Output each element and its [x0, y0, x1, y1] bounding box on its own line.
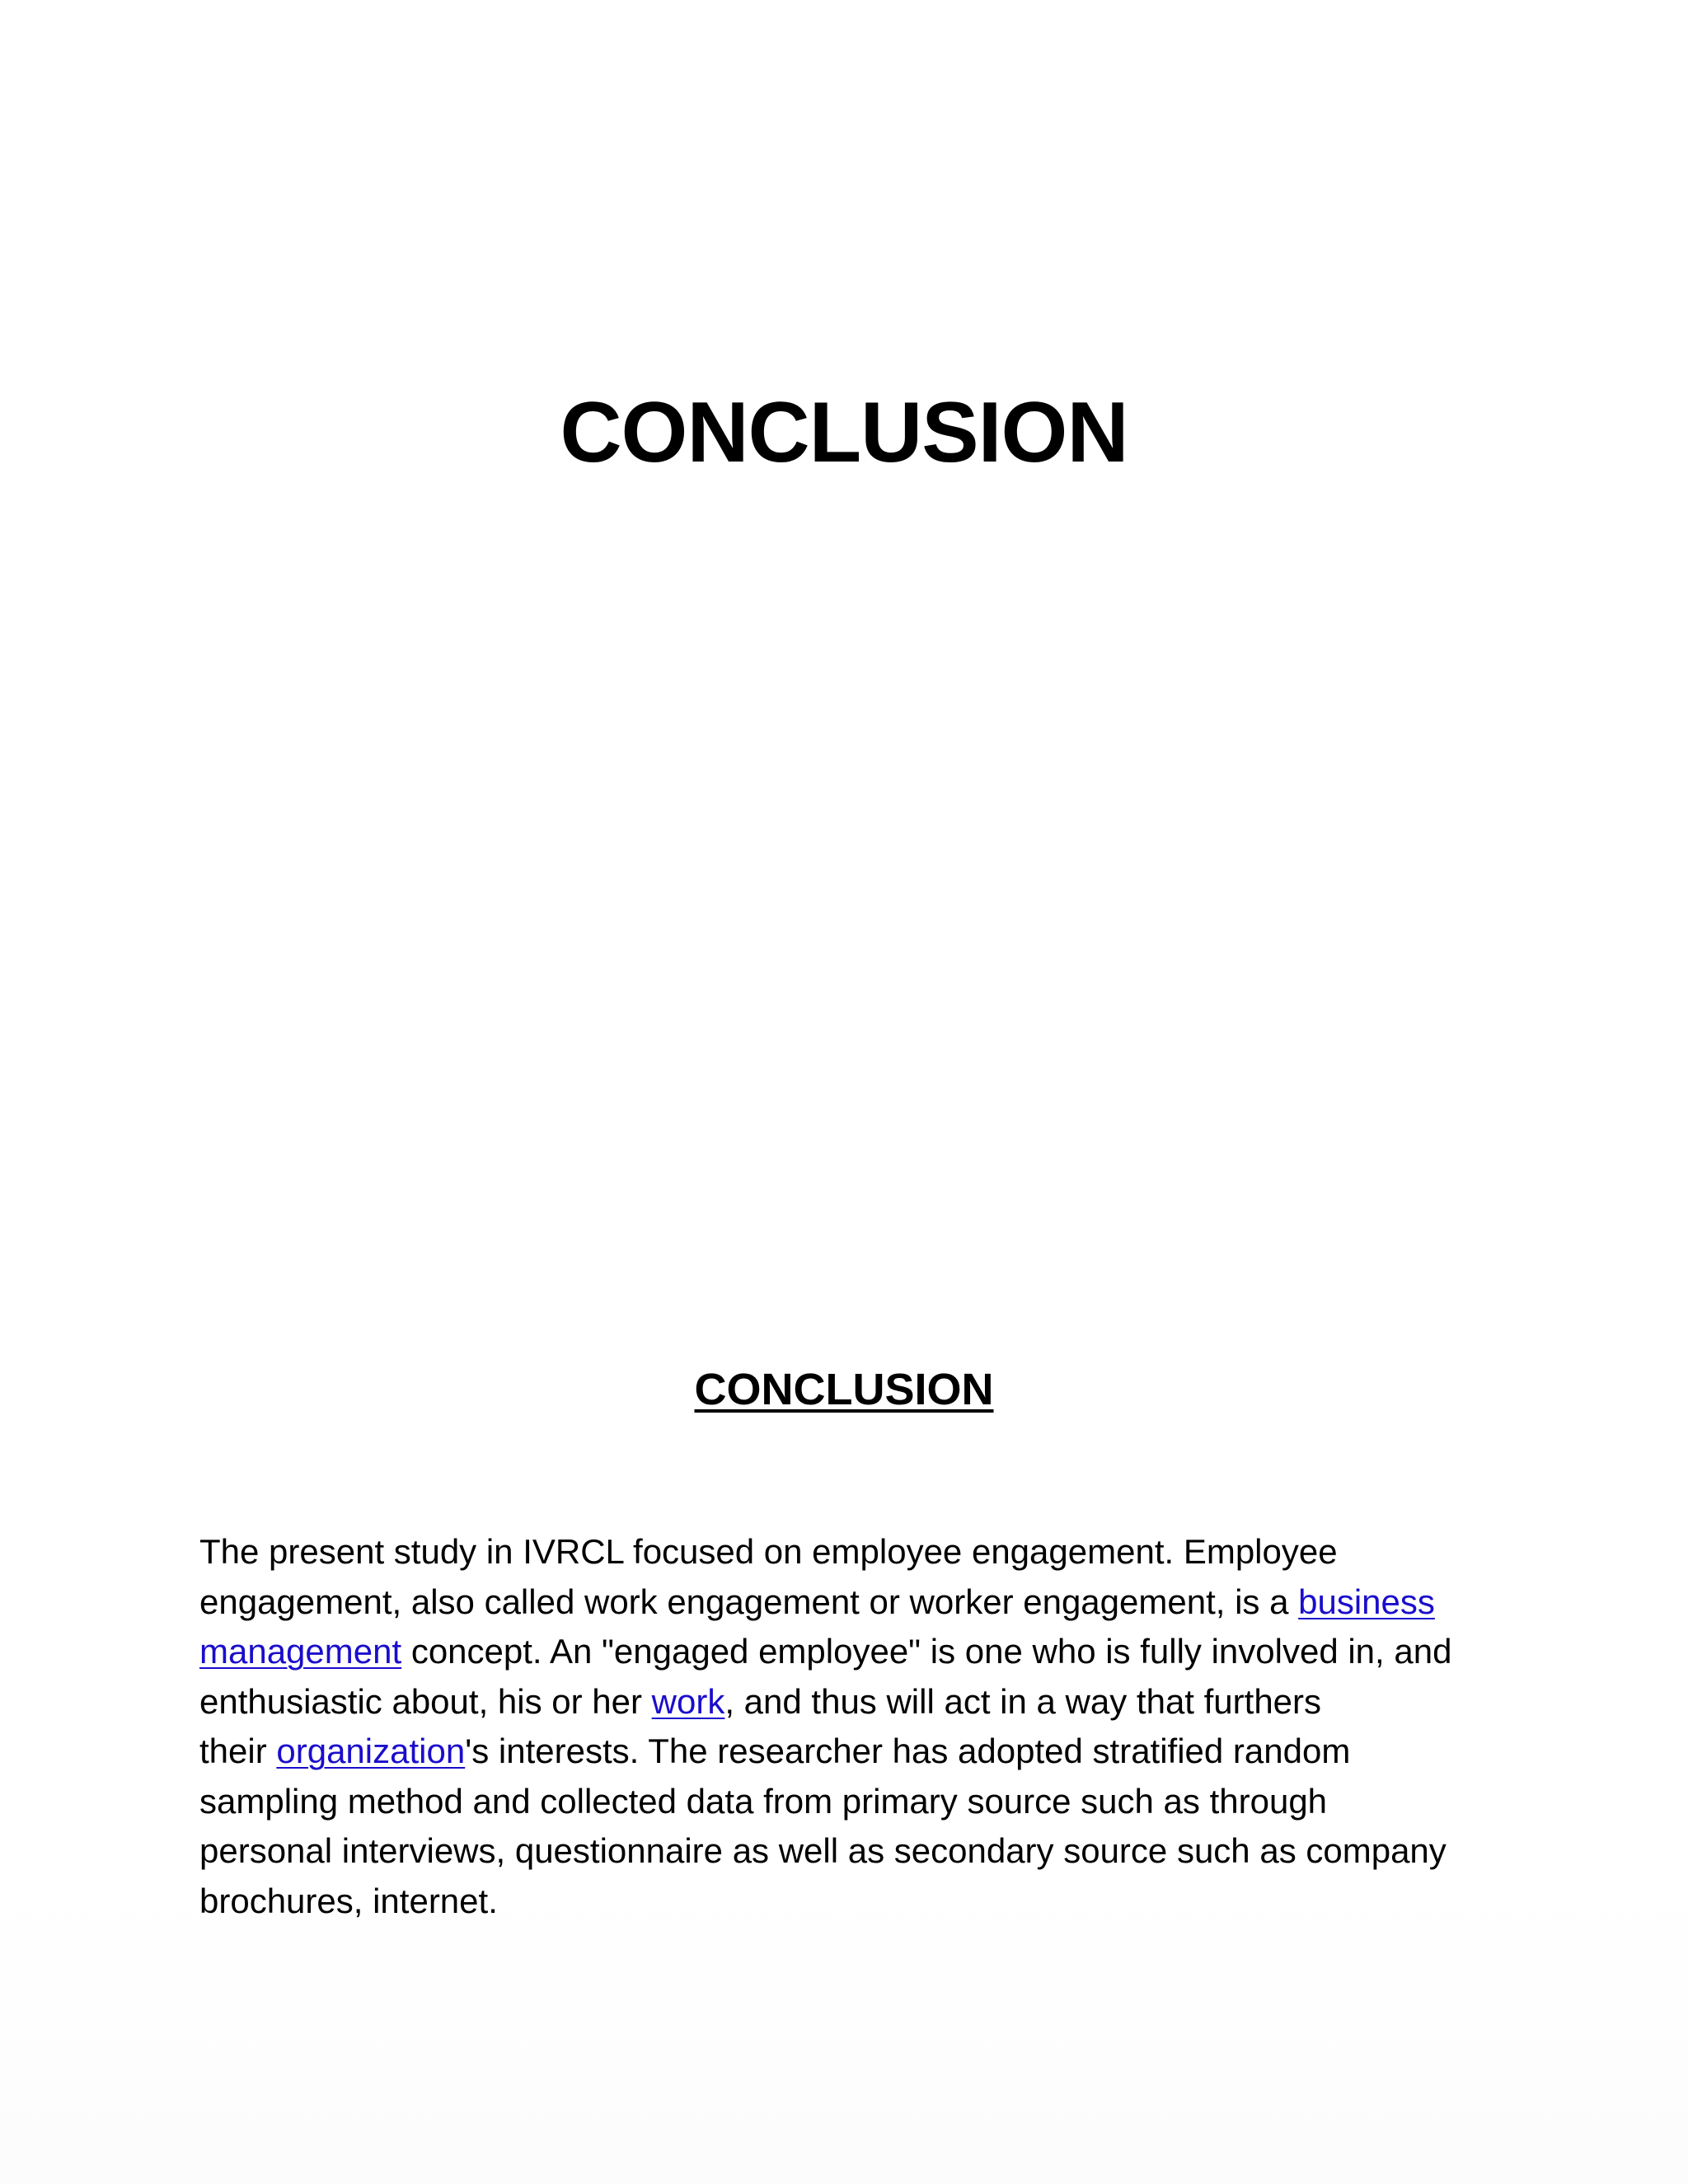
section-heading	[0, 1357, 1688, 1422]
conclusion-paragraph	[199, 1527, 1502, 1926]
paragraph-text: their	[199, 1732, 277, 1770]
paragraph-text: enthusiastic about, his or her	[199, 1681, 652, 1721]
paragraph-text: The present study in IVRCL focused on employee engagement. Employee	[199, 1532, 1338, 1571]
paragraph-line	[199, 1826, 1502, 1877]
business-link-part[interactable]: business	[1298, 1582, 1435, 1621]
paragraph-line	[199, 1527, 1502, 1577]
work-link[interactable]: work	[651, 1681, 725, 1721]
organization-link[interactable]: organization	[276, 1732, 466, 1770]
paragraph-line	[199, 1677, 1502, 1727]
paragraph-text: sampling method and collected data from primary source such as through	[199, 1781, 1328, 1821]
paragraph-line	[199, 1877, 1502, 1927]
business-management-link[interactable]: management	[199, 1632, 402, 1671]
paragraph-text: , and thus will act in a way that furthers	[724, 1681, 1322, 1721]
paragraph-line	[199, 1577, 1502, 1628]
paragraph-text: engagement, also called work engagement or worker engagement, is a	[199, 1582, 1299, 1621]
paragraph-line	[199, 1727, 1502, 1777]
paragraph-line	[199, 1627, 1502, 1677]
page-title: CONCLUSION	[560, 385, 1128, 480]
paragraph-text: concept. An "engaged employee" is one who is fully involved in, and	[401, 1632, 1452, 1671]
paragraph-text: 's interests. The researcher has adopted stratified random	[465, 1732, 1351, 1770]
paragraph-text: personal interviews, questionnaire as well as secondary source such as company	[199, 1831, 1447, 1870]
section-heading-text: CONCLUSION	[694, 1365, 994, 1414]
paragraph-text: brochures, internet.	[199, 1881, 498, 1920]
paragraph-line	[199, 1777, 1502, 1827]
